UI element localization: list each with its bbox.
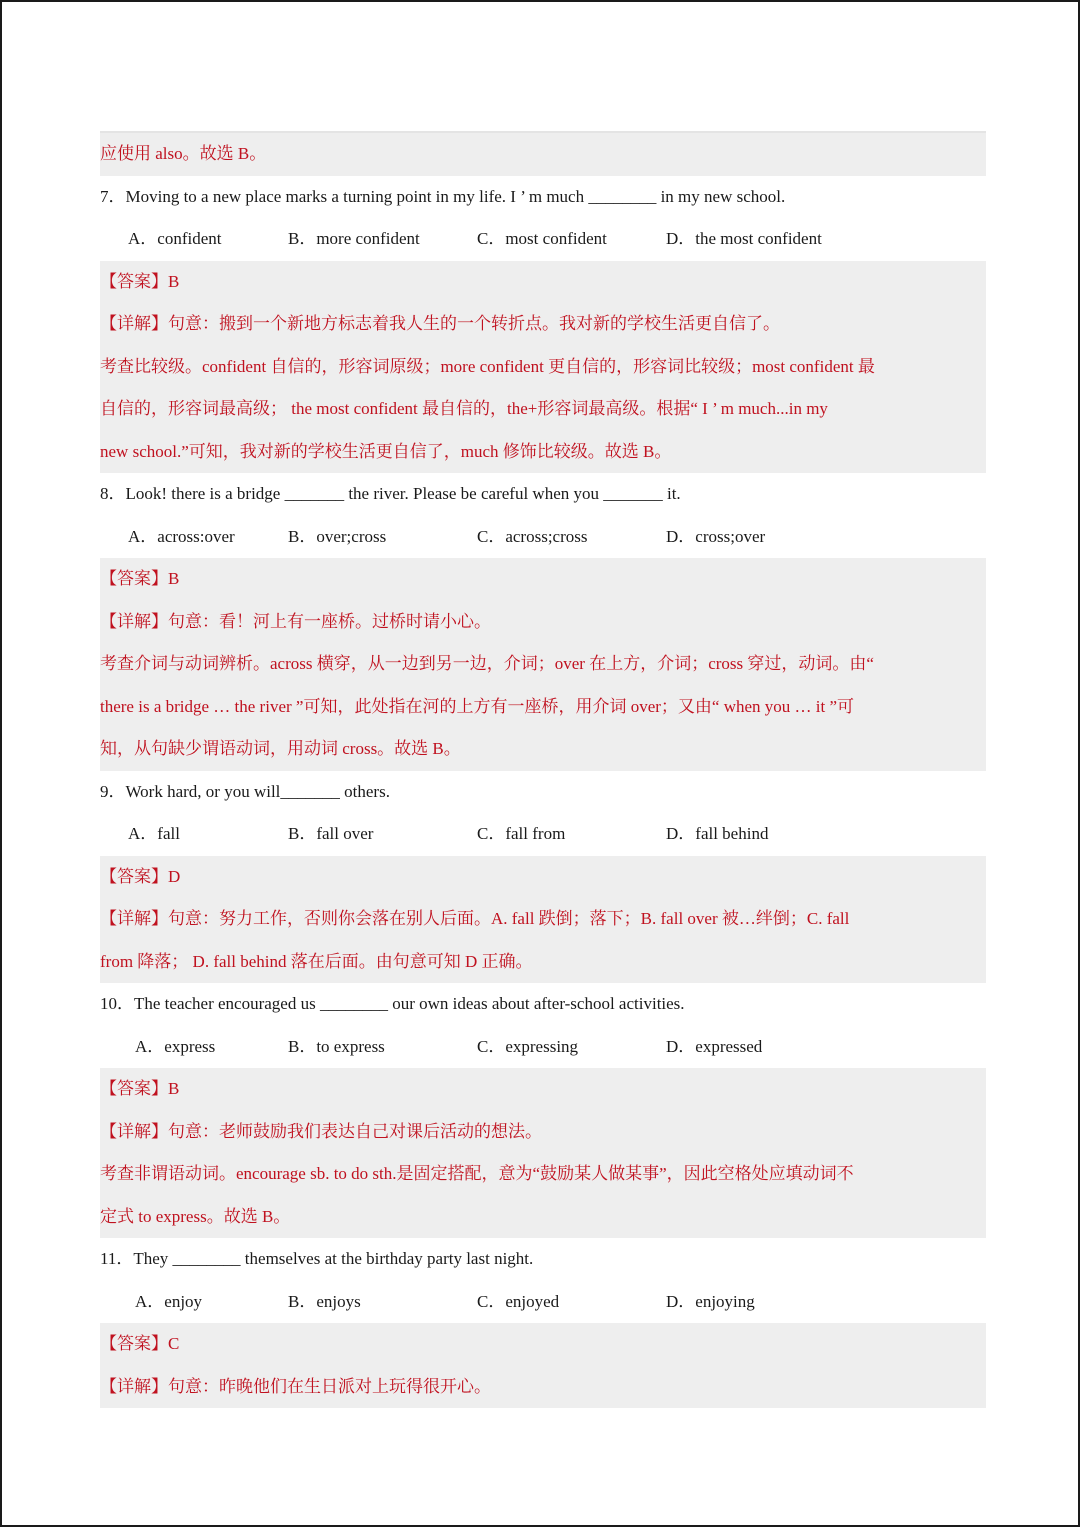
explanation-line: 考查比较级。confident 自信的，形容词原级；more confident 更自信的，形容词比较级；most confident 最: [100, 346, 986, 389]
question-8: [100, 473, 986, 771]
question-stem: 11．They ________ themselves at the birthday party last night.: [100, 1249, 534, 1268]
option-c: C．expressing: [477, 1036, 579, 1056]
question-7: [100, 176, 986, 474]
option-c: C．enjoyed: [477, 1291, 560, 1311]
option-d: D．cross;over: [666, 526, 766, 546]
option-b: B．over;cross: [288, 526, 387, 546]
answer-line: 【答案】C: [100, 1323, 986, 1366]
answer-line: 【答案】B: [100, 261, 986, 304]
question-stem: 9．Work hard, or you will_______ others.: [100, 781, 390, 801]
answer-line: 【答案】B: [100, 1068, 986, 1111]
answer-line: 【答案】B: [100, 558, 986, 601]
option-a: A．fall: [128, 824, 180, 843]
options-row: [100, 516, 986, 559]
option-a: A．express: [135, 1036, 216, 1056]
option-c: C．fall from: [477, 824, 566, 843]
question-stem: 8．Look! there is a bridge _______ the river. Please be careful when you _______ it.: [100, 484, 681, 503]
option-d: D．fall behind: [666, 824, 769, 843]
page-content: [100, 131, 986, 1408]
option-d: D．expressed: [666, 1036, 763, 1056]
options-row: [100, 813, 986, 856]
option-b: B．more confident: [288, 229, 420, 248]
explanation-line: 【详解】句意：看！河上有一座桥。过桥时请小心。: [100, 601, 986, 644]
answer-line: 【答案】D: [100, 856, 986, 899]
option-c: C．most confident: [477, 229, 607, 248]
option-d: D．enjoying: [666, 1291, 755, 1311]
explanation-line: 考查介词与动词辨析。across 横穿，从一边到另一边，介词；over 在上方，介词；cross 穿过，动词。由“: [100, 643, 986, 686]
explanation-line: 【详解】句意：搬到一个新地方标志着我人生的一个转折点。我对新的学校生活更自信了。: [100, 303, 986, 346]
question-stem: 7．Moving to a new place marks a turning point in my life. I ’ m much ________ in my new school.: [100, 186, 786, 206]
option-a: A．across:over: [128, 526, 235, 546]
question-9: [100, 771, 986, 984]
option-b: B．to express: [288, 1036, 385, 1056]
question-10: [100, 983, 986, 1238]
explanation-line: 自信的，形容词最高级； the most confident 最自信的，the+形容词最高级。根据“ I ’ m much...in my: [100, 388, 986, 431]
explanation-line: 定式 to express。故选 B。: [100, 1196, 986, 1239]
explanation-line: 知，从句缺少谓语动词，用动词 cross。故选 B。: [100, 728, 986, 771]
options-row: [100, 1026, 986, 1069]
option-a: A．confident: [128, 229, 222, 248]
question-stem: 10．The teacher encouraged us ________ our own ideas about after-school activities.: [100, 994, 685, 1013]
continued-explanation: 应使用 also。故选 B。: [100, 131, 986, 176]
explanation-line: 考查非谓语动词。encourage sb. to do sth.是固定搭配，意为“鼓励某人做某事”，因此空格处应填动词不: [100, 1153, 986, 1196]
option-c: C．across;cross: [477, 526, 588, 546]
option-d: D．the most confident: [666, 229, 822, 248]
option-b: B．enjoys: [288, 1291, 361, 1311]
explanation-line: from 降落； D. fall behind 落在后面。由句意可知 D 正确。: [100, 941, 986, 984]
explanation-line: 【详解】句意：昨晚他们在生日派对上玩得很开心。: [100, 1366, 986, 1409]
option-b: B．fall over: [288, 824, 374, 843]
question-11: [100, 1238, 986, 1408]
explanation-line: 【详解】句意：努力工作，否则你会落在别人后面。A. fall 跌倒；落下；B. fall over 被…绊倒；C. fall: [100, 898, 986, 941]
options-row: [100, 218, 986, 261]
explanation-line: there is a bridge … the river ”可知，此处指在河的上方有一座桥，用介词 over；又由“ when you … it ”可: [100, 686, 986, 729]
explanation-line: new school.”可知，我对新的学校生活更自信了，much 修饰比较级。故选 B。: [100, 431, 986, 474]
option-a: A．enjoy: [135, 1291, 203, 1311]
explanation-line: 【详解】句意：老师鼓励我们表达自己对课后活动的想法。: [100, 1111, 986, 1154]
options-row: [100, 1281, 986, 1324]
